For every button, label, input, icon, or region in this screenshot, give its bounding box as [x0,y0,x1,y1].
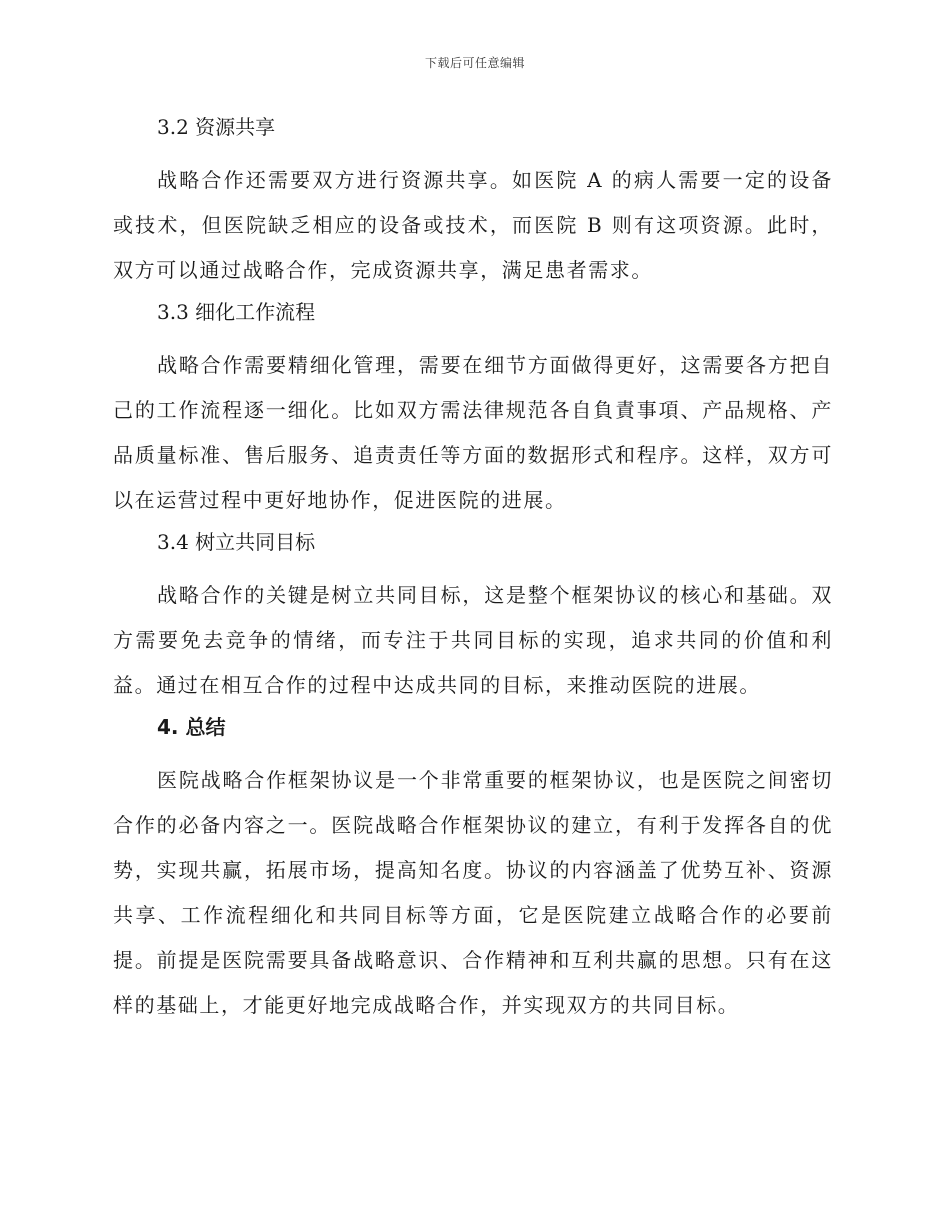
paragraph-workflow: 战略合作需要精细化管理，需要在细节方面做得更好，这需要各方把自己的工作流程逐一细化。比如双方需法律规范各自負責事項、产品规格、产品质量标准、售后服务、追责责任等方面的数据形式和程序。这样，双方可以在运营过程中更好地协作，促进医院的进展。 [113,353,833,512]
section-title-resource-sharing: 3.2 资源共享 [157,115,276,139]
paragraph-resource-sharing: 战略合作还需要双方进行资源共享。如医院 A 的病人需要一定的设备或技术，但医院缺乏相应的设备或技术，而医院 B 则有这项资源。此时，双方可以通过战略合作，完成资源共享，满足患者需求。 [113,168,833,282]
document-body [113,112,833,1032]
header-note: 下载后可任意编辑 [424,56,525,70]
paragraph-summary: 医院战略合作框架协议是一个非常重要的框架协议，也是医院之间密切合作的必备内容之一。医院战略合作框架协议的建立，有利于发挥各自的优势，实现共赢，拓展市场，提高知名度。协议的内容涵盖了优势互补、资源共享、工作流程细化和共同目标等方面，它是医院建立战略合作的必要前提。前提是医院需要具备战略意识、合作精神和互利共赢的思想。只有在这样的基础上，才能更好地完成战略合作，并实现双方的共同目标。 [113,768,833,1017]
section-heading-summary: 4. 总结 [157,715,226,739]
section-title-workflow: 3.3 细化工作流程 [157,300,316,324]
paragraph-common-goal: 战略合作的关键是树立共同目标，这是整个框架协议的核心和基础。双方需要免去竞争的情绪，而专注于共同目标的实现，追求共同的价值和利益。通过在相互合作的过程中达成共同的目标，来推动医院的进展。 [113,583,833,697]
section-title-common-goal: 3.4 树立共同目标 [157,530,316,554]
